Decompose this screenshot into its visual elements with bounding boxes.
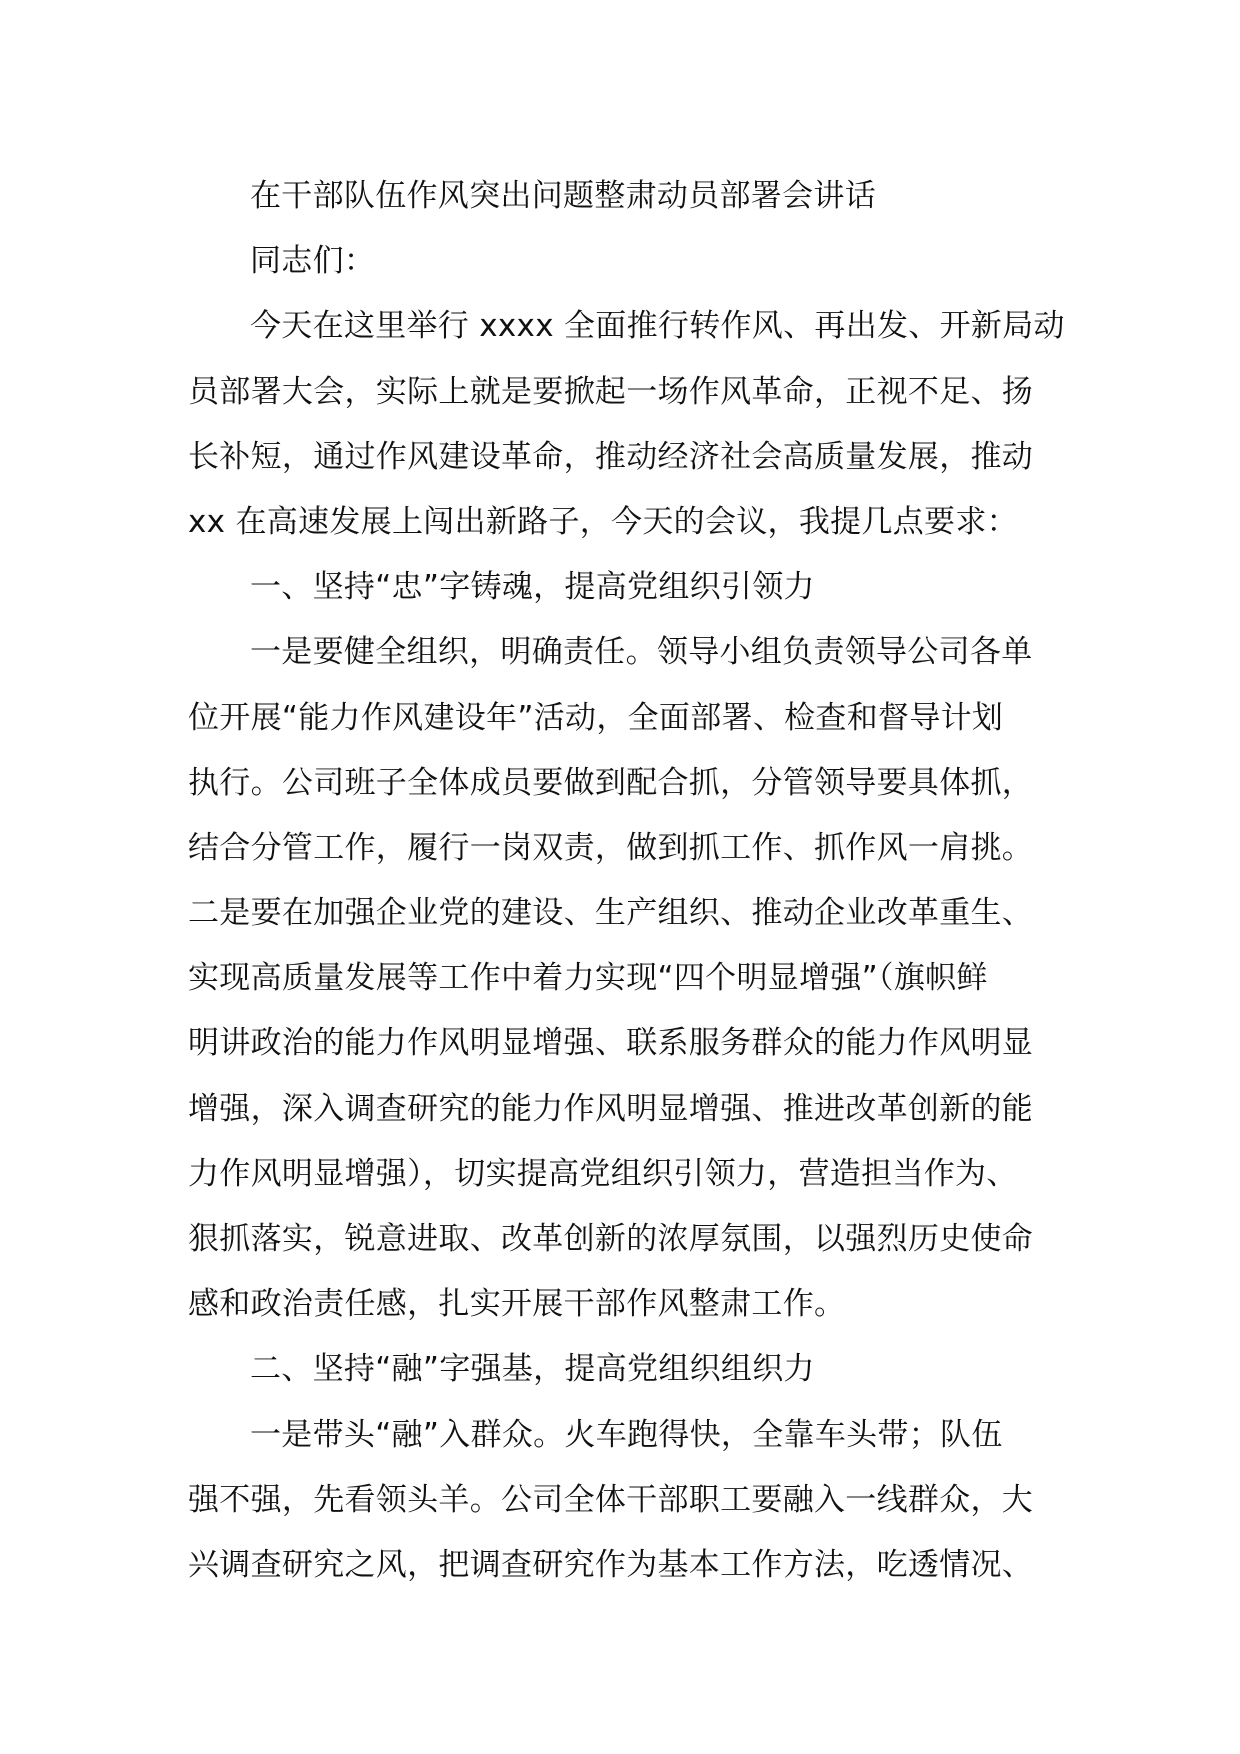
paragraph-line: 狠抓落实，锐意进取、改革创新的浓厚氛围，以强烈历史使命 bbox=[188, 1221, 1034, 1257]
section-heading: 二、坚持“融”字强基，提高党组织组织力 bbox=[250, 1351, 815, 1388]
greeting: 同志们： bbox=[250, 243, 376, 280]
paragraph-line: 明讲政治的能力作风明显增强、联系服务群众的能力作风明显 bbox=[188, 1025, 1034, 1062]
paragraph-line: 兴调查研究之风，把调查研究作为基本工作方法，吃透情况、 bbox=[188, 1546, 1034, 1583]
paragraph-line: 实现高质量发展等工作中着力实现“四个明显增强”（旗帜鲜 bbox=[188, 960, 988, 997]
paragraph-line: 长补短，通过作风建设革命，推动经济社会高质量发展，推动 bbox=[188, 438, 1034, 475]
paragraph-line: 结合分管工作，履行一岗双责，做到抓工作、抓作风一肩挑。 bbox=[188, 829, 1034, 866]
paragraph-line: 强不强，先看领头羊。公司全体干部职工要融入一线群众，大 bbox=[188, 1481, 1034, 1518]
paragraph-line: 一是带头“融”入群众。火车跑得快，全靠车头带；队伍 bbox=[250, 1416, 1003, 1453]
paragraph-line: 增强，深入调查研究的能力作风明显增强、推进改革创新的能 bbox=[188, 1090, 1034, 1127]
section-heading: 一、坚持“忠”字铸魂，提高党组织引领力 bbox=[250, 569, 815, 606]
paragraph-line: xx 在高速发展上闯出新路子，今天的会议，我提几点要求： bbox=[188, 503, 1018, 540]
document-body bbox=[188, 164, 1065, 1598]
paragraph-line: 今天在这里举行 xxxx 全面推行转作风、再出发、开新局动 bbox=[250, 308, 1065, 345]
paragraph-line: 二是要在加强企业党的建设、生产组织、推动企业改革重生、 bbox=[188, 895, 1034, 932]
paragraph-line: 员部署大会，实际上就是要掀起一场作风革命，正视不足、扬 bbox=[188, 373, 1034, 410]
paragraph-line: 感和政治责任感，扎实开展干部作风整肃工作。 bbox=[188, 1286, 846, 1323]
paragraph-line: 执行。公司班子全体成员要做到配合抓，分管领导要具体抓， bbox=[188, 764, 1034, 801]
paragraph-line: 位开展“能力作风建设年”活动，全面部署、检查和督导计划 bbox=[188, 699, 1004, 736]
paragraph-line: 一是要健全组织，明确责任。领导小组负责领导公司各单 bbox=[250, 634, 1033, 671]
paragraph-line: 力作风明显增强），切实提高党组织引领力，营造担当作为、 bbox=[188, 1155, 1018, 1192]
document-title: 在干部队伍作风突出问题整肃动员部署会讲话 bbox=[250, 178, 876, 214]
